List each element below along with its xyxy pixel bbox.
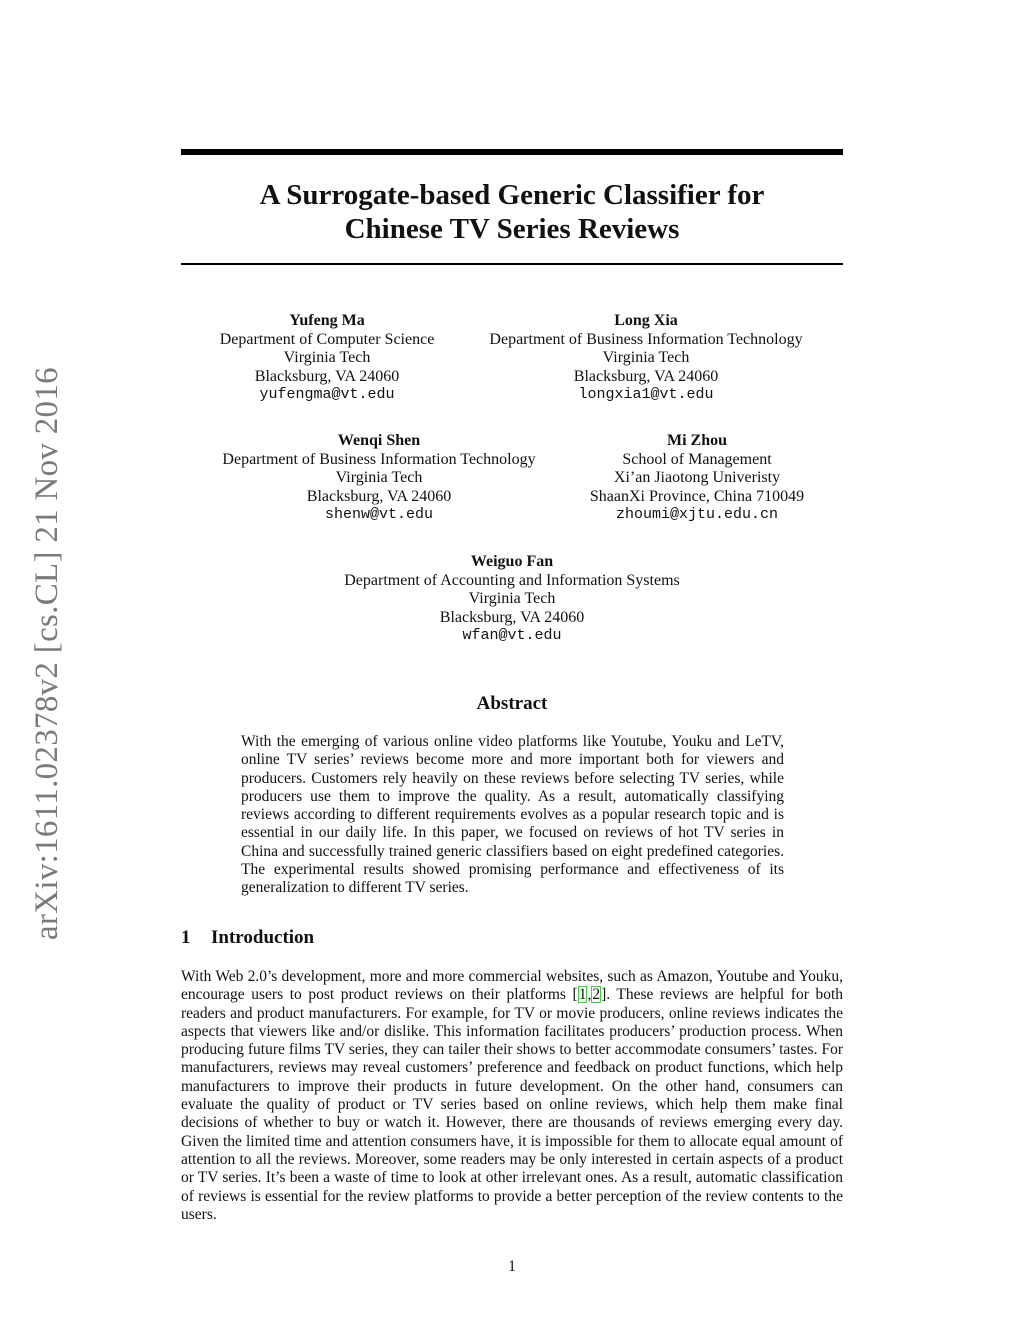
author-block [198,432,560,525]
author-block [572,432,822,525]
author-email[interactable]: zhoumi@xjtu.edu.cn [615,506,779,523]
author-name: Long Xia [614,312,678,329]
author-location: ShaanXi Province, China 710049 [589,487,805,505]
intro-text-rest: ]. These reviews are helpful for both readers and product manufacturers. For example, for TV or movie producers, online reviews indicates the aspects that viewers like and/or dislike. This information facilitates producers’ production process. When producing future films TV series, they can tailer their shows to better accommodate consumers’ tastes. For manufacturers, reviews may reveal customers’ preference and feedback on product functions, which help manufacturers to improve their products in future development. On the other hand, consumers can evaluate the quality of product or TV series based on online reviews, which help them make final decisions of whether to buy or watch it. However, there are thousands of reviews emerging every day. Given the limited time and attention consumers have, it is impossible for them to allocate equal amount of attention to all the reviews. Moreover, some readers may be only interested in certain aspects of a product or TV series. It’s been a waste of time to look at other irrelevant ones. As a result, automatic classification of reviews is essential for the review platforms to provide a better perception of the review contents to the users. [181,986,843,1223]
abstract-text: With the emerging of various online video platforms like Youtube, Youku and LeTV, online TV series’ reviews become more and more important both for viewers and producers. Customers rely heavily on these reviews before selecting TV series, while producers use them to improve the quality. As a result, automatically classifying reviews according to different requirements evolves as a popular research topic and is essential in our daily life. In this paper, we focused on reviews of hot TV series in China and successfully trained generic classifiers based on eight predefined categories. The experimental results showed promising performance and effectiveness of its generalization to different TV series. [241,733,784,897]
author-institution: Virginia Tech [602,349,690,366]
paper-title [181,178,843,246]
author-department: Department of Accounting and Information Systems [344,571,680,589]
section-title: Introduction [211,927,315,948]
author-department: Department of Computer Science [219,330,435,348]
author-block [300,553,724,646]
author-institution: Virginia Tech [468,590,556,607]
author-institution: Virginia Tech [335,469,423,486]
paper-title-line-1: A Surrogate-based Generic Classifier for [259,179,765,211]
author-institution: Virginia Tech [283,349,371,366]
author-block [470,312,822,405]
arxiv-identifier-stamp: arXiv:1611.02378v2 [cs.CL] 21 Nov 2016 [29,367,65,940]
citation-link-2[interactable]: 2 [592,986,601,1004]
author-institution: Xi’an Jiaotong Univeristy [613,469,781,486]
section-number: 1 [181,927,191,948]
author-name: Wenqi Shen [337,432,421,449]
title-rule-bottom [181,263,843,265]
introduction-paragraph [181,968,843,1224]
author-name: Yufeng Ma [289,312,365,329]
paper-title-line-2: Chinese TV Series Reviews [344,213,680,245]
author-email[interactable]: yufengma@vt.edu [259,386,395,403]
abstract-heading: Abstract [476,693,548,714]
author-email[interactable]: longxia1@vt.edu [578,386,714,403]
author-location: Blacksburg, VA 24060 [439,608,585,626]
section-heading-introduction [181,927,314,949]
intro-text-start: With Web 2.0’s development, more and more commercial websites, such as Amazon, Youtube and Youku, encourage users to post product reviews on their platforms [ [181,968,843,1004]
author-location: Blacksburg, VA 24060 [573,367,719,385]
author-email[interactable]: shenw@vt.edu [324,506,434,523]
author-email[interactable]: wfan@vt.edu [462,627,562,644]
author-name: Mi Zhou [666,432,727,449]
author-block [196,312,458,405]
author-name: Weiguo Fan [470,553,554,570]
author-location: Blacksburg, VA 24060 [306,487,452,505]
author-department: Department of Business Information Technology [222,450,536,468]
author-department: School of Management [622,450,772,468]
citation-separator: , [587,986,592,1004]
page-number: 1 [508,1258,516,1275]
citation-link-1[interactable]: 1 [578,986,587,1004]
author-department: Department of Business Information Technology [489,330,803,348]
author-location: Blacksburg, VA 24060 [254,367,400,385]
title-rule-top [181,149,843,155]
